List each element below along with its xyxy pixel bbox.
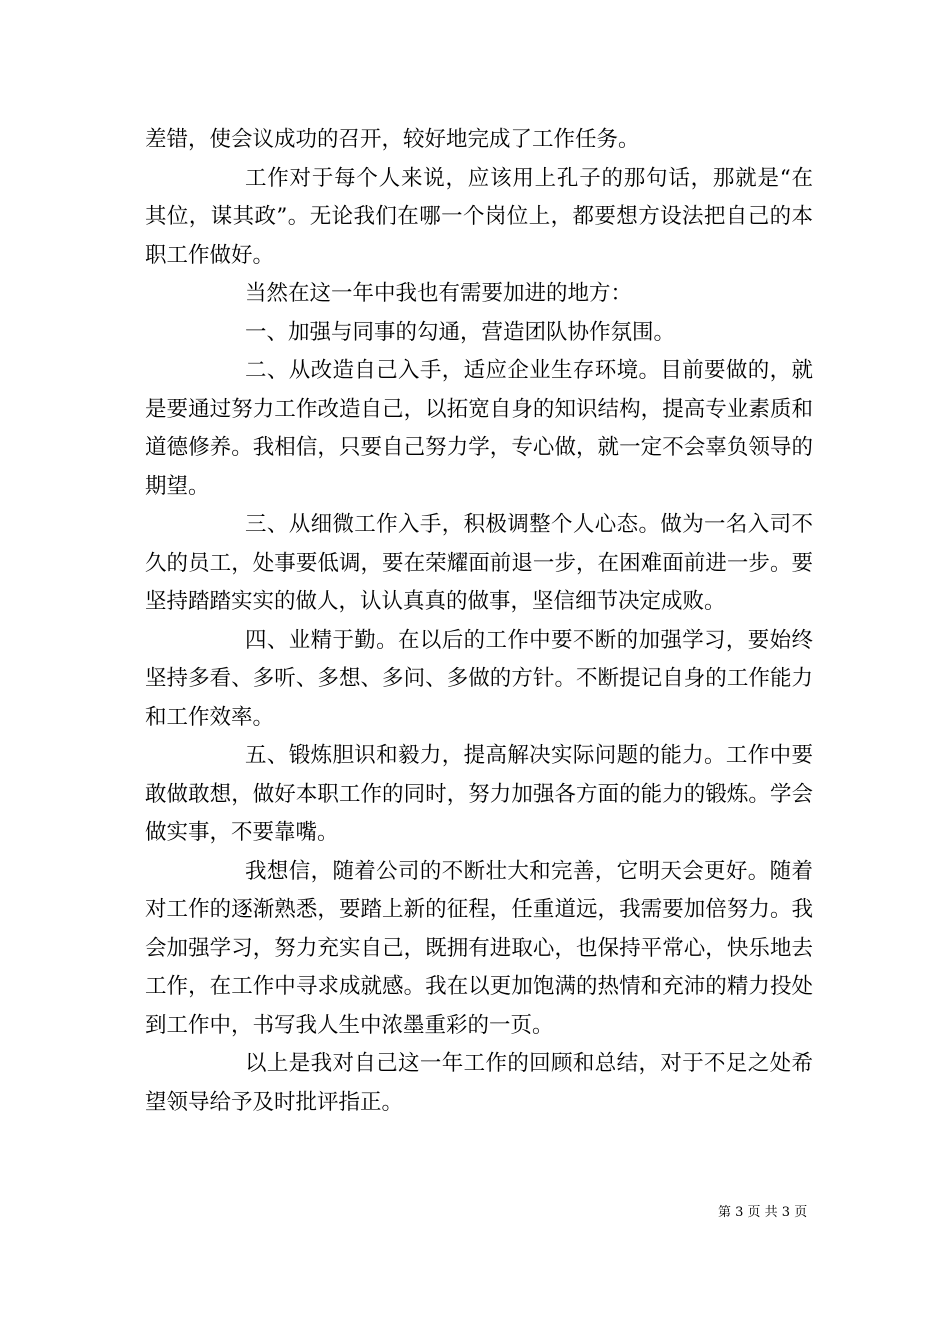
paragraph-improvements-intro: 当然在这一年中我也有需要加进的地方： — [245, 281, 633, 306]
paragraph-point-five: 五、锻炼胆识和毅力，提高解决实际问题的能力。工作中要敢做敢想，做好本职工作的同时，努力加强各方面的能力的锻炼。学会做实事，不要靠嘴。 — [145, 743, 813, 845]
paragraph-point-two: 二、从改造自己入手，适应企业生存环境。目前要做的，就是要通过努力工作改造自己，以拓宽自身的知识结构，提高专业素质和道德修养。我相信，只要自己努力学，专心做，就一定不会辜负领导的期望。 — [145, 358, 813, 499]
page-number: 第 3 页 共 3 页 — [718, 1205, 808, 1220]
paragraph-outlook: 我想信，随着公司的不断壮大和完善，它明天会更好。随着对工作的逐渐熟悉，要踏上新的征程，任重道远，我需要加倍努力。我会加强学习，努力充实自己，既拥有进取心，也保持平常心，快乐地去工作，在工作中寻求成就感。我在以更加饱满的热情和充沛的精力投处到工作中，书写我人生中浓墨重彩的一页。 — [145, 858, 813, 1038]
paragraph-work-attitude: 工作对于每个人来说，应该用上孔子的那句话，那就是“在其位，谋其政”。无论我们在哪一个岗位上，都要想方设法把自己的本职工作做好。 — [145, 165, 813, 268]
document-body — [145, 121, 813, 1122]
paragraph-point-one: 一、加强与同事的勾通，营造团队协作氛围。 — [245, 319, 676, 345]
paragraph-conclusion: 以上是我对自己这一年工作的回顾和总结，对于不足之处希望领导给予及时批评指正。 — [145, 1051, 813, 1115]
paragraph-point-three: 三、从细微工作入手，积极调整个人心态。做为一名入司不久的员工，处事要低调，要在荣耀面前退一步，在困难面前进一步。要坚持踏踏实实的做人，认认真真的做事，坚信细节决定成败。 — [145, 512, 813, 614]
paragraph-continuation: 差错，使会议成功的召开，较好地完成了工作任务。 — [145, 127, 640, 152]
paragraph-point-four: 四、业精于勤。在以后的工作中要不断的加强学习，要始终坚持多看、多听、多想、多问、多做的方针。不断提记自身的工作能力和工作效率。 — [145, 627, 813, 730]
